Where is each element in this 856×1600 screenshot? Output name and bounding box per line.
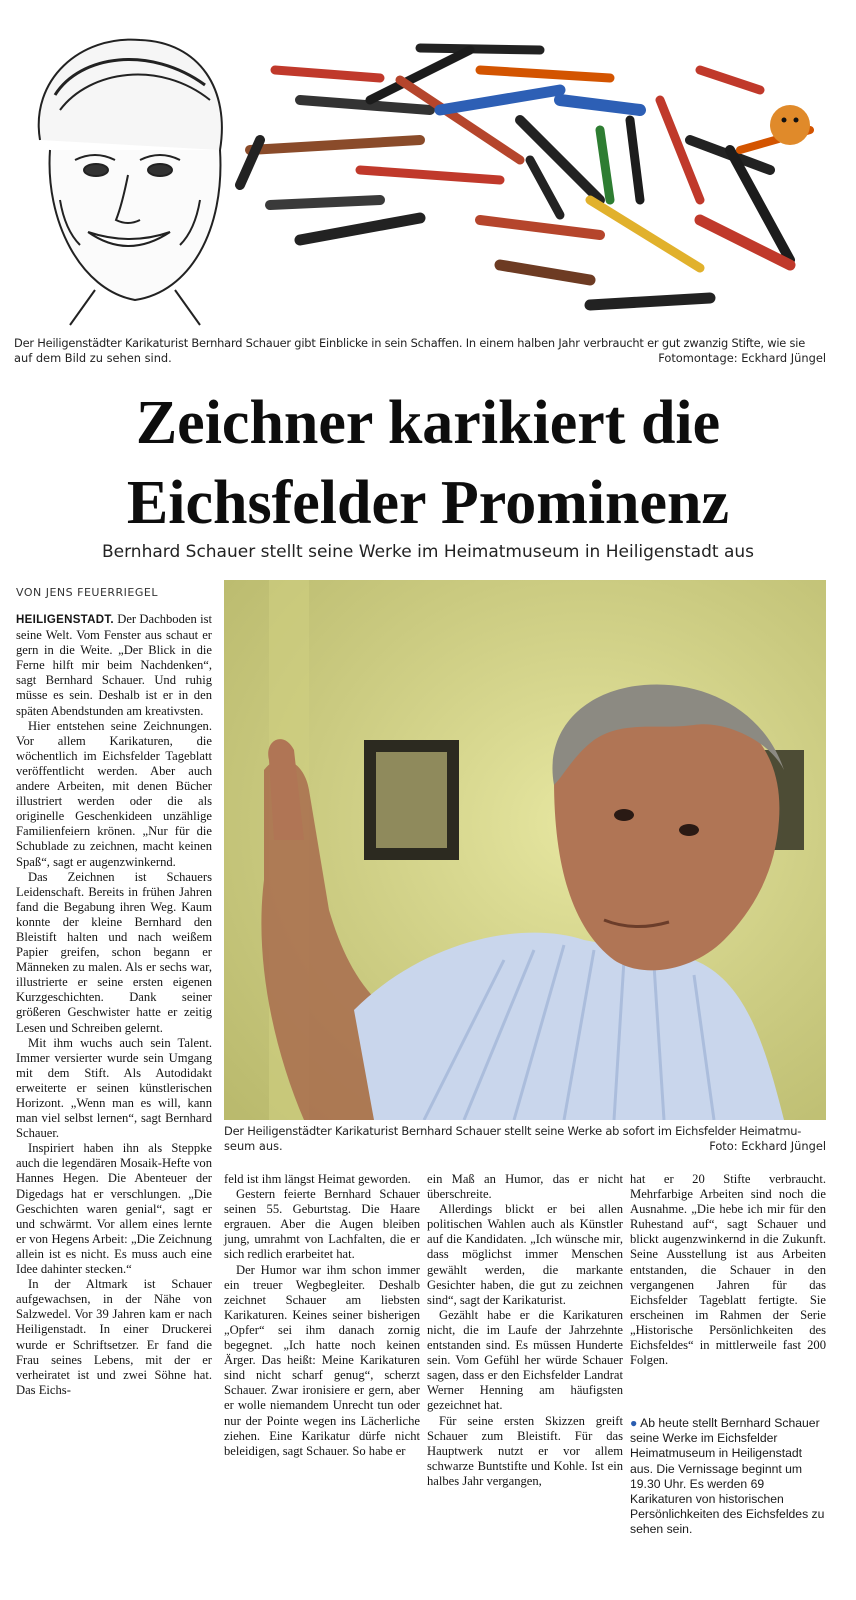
top-caption (14, 336, 826, 366)
article-column-3 (427, 1172, 623, 1489)
article-column-2 (224, 1172, 420, 1459)
caricature-drawing (39, 40, 222, 325)
article-paragraph-3: Das Zeichnen ist Schauers Leidenschaft. Bereits in frühen Jahren fand die Begabung ihren Weg. Kaum konnte der kleine Bernhard den Bleistift halten und nach weißem Papier greifen, schon begann er Männeken zu malen. Als er sechs war, illustrierte er seine ersten eigenen Kurzgeschichten. Dank seiner größeren Geschwister hatte er zeitig Lesen und Schreiben gelernt. (16, 869, 212, 1035)
subheadline: Bernhard Schauer stellt seine Werke im Heimatmuseum in Heiligenstadt aus (101, 542, 755, 562)
headline-line2: Eichsfelder Prominenz (126, 469, 730, 537)
article-paragraph-10: ein Maß an Humor, das er nicht überschreite. (427, 1172, 623, 1202)
article-paragraph-13: Für seine ersten Skizzen greift Schauer zum Bleistift. Für das Hauptwerk nutzt er vor allem schwarze Buntstifte und Kohle. Ist ein halbes Jahr vergangen, (427, 1413, 623, 1488)
info-box (630, 1416, 826, 1538)
article-paragraph-14: hat er 20 Stifte verbraucht. Mehrfarbige Arbeiten sind noch die Ausnahme. „Die hebe ich mir für den Ruhestand auf“, sagt Schauer und blickt augenzwinkernd in die Zukunft. Seine Ausstellung ist aus Arbeiten entstanden, die Schauer in den vergangenen Jahren für das Eichsfelder Tageblatt fertigte. Sie erscheinen im Rahmen der Serie „Historische Persönlichkeiten des Eichsfeldes“ in mittlerweile fast 200 Folgen. (630, 1172, 826, 1368)
article-paragraph-8: Gestern feierte Bernhard Schauer seinen 55. Geburtstag. Die Haare ergrauen. Aber die Augen bleiben jung, umrahmt von Lachfalten, die er sich redlich erarbeitet hat. (224, 1187, 420, 1262)
top-caption-line2: auf dem Bild zu sehen sind. (14, 350, 172, 365)
article-paragraph-12: Gezählt habe er die Karikaturen nicht, die im Laufe der Jahrzehnte entstanden sind. Es müssen Hunderte sein. Vom Gefühl her würde Schauer sagen, dass er den Eichsfelder Landrat Werner Henning am häufigsten gezeichnet hat. (427, 1307, 623, 1413)
photo-caption-line1: Der Heiligenstädter Karikaturist Bernhard Schauer stellt seine Werke ab sofort im Eichsfelder Heimatmu- (224, 1124, 802, 1138)
photo-caption-line2: seum aus. (224, 1138, 283, 1153)
byline: VON JENS FEUERRIEGEL (16, 586, 158, 599)
article-paragraph-4: Mit ihm wuchs auch sein Talent. Immer versierter wurde sein Umgang mit dem Stift. Als Autodidakt erweiterte er seinen künstlerischen Horizont. „Wenn man es will, kann man viel selbst lernen“, sagt Bernhard Schauer. (16, 1035, 212, 1141)
pencils-pile (240, 48, 810, 305)
headline (0, 383, 856, 543)
main-photo (224, 580, 826, 1120)
article-paragraph-7: feld ist ihm längst Heimat geworden. (224, 1172, 411, 1186)
article-paragraph-2: Hier entstehen seine Zeichnungen. Vor allem Karikaturen, die wöchentlich im Eichsfelder Tageblatt veröffentlicht werden. Aber auch andere Arbeiten, mit denen Bücher illustriert werden oder die als originelle Geschenkideen unzählige Familienfeiern krönen. „Nur für die Schublade zu zeichnen, macht keinen Spaß“, sagt er augenzwinkernd. (16, 718, 212, 869)
article-paragraph-9: Der Humor war ihm schon immer ein treuer Wegbegleiter. Deshalb zeichnet Schauer am liebsten Karikaturen. Keines seiner bisherigen „Opfer“ sei ihm danach zornig begegnet. „Ich hatte noch keinen Ärger. Das heißt: Meine Karikaturen sind nicht scharf genug“, scherzt Schauer. Zwar ironisiere er gern, aber er wolle niemandem Unrecht tun oder nur der Pointe wegen ins Lächerliche ziehen. Eine Karikatur dürfe nicht beleidigen, sagt Schauer. So habe er (224, 1262, 420, 1458)
top-illustration (0, 0, 856, 330)
article-paragraph-11: Allerdings blickt er bei allen politischen Wahlen auch als Künstler auf die Kandidaten. „Ich wünsche mir, dass möglichst immer Menschen gewählt werden, die markante Gesichter haben, die gut zu zeichnen sind“, sagt der Karikaturist. (427, 1202, 623, 1307)
bullet-icon: ● (630, 1416, 638, 1430)
info-box-text: Ab heute stellt Bernhard Schauer seine Werke im Eichsfelder Heimatmuseum in Heiligenstadt aus. Die Vernissage beginnt um 19.30 Uhr. Es werden 69 Karikaturen von historischen Persönlichkeiten des Eichsfeldes zu sehen sein. (630, 1416, 825, 1537)
article-paragraph-1: HEILIGENSTADT. Der Dachboden ist seine Welt. Vom Fenster aus schaut er gern in die Weite. „Der Blick in die Ferne hilft mir beim Nachdenken“, sagt Bernhard Schauer. Und ruhig müsse es sein. Deshalb ist er in den späten Abendstunden am kreativsten. (16, 612, 212, 718)
article-column-4 (630, 1172, 826, 1368)
article-column-1 (16, 612, 212, 1398)
dateline: HEILIGENSTADT. (16, 614, 114, 626)
article-paragraph-6: In der Altmark ist Schauer aufgewachsen, in der Nähe von Salzwedel. Vor 39 Jahren kam er nach Heiligenstadt. In einer Druckerei wurde er Schriftsetzer. Er fand die Frau seines Lebens, mit der er verheiratet ist und zwei Söhne hat. Das Eichs- (16, 1277, 212, 1397)
photo-caption-credit: Foto: Eckhard Jüngel (709, 1138, 826, 1153)
headline-line1: Zeichner karikiert die (135, 389, 721, 457)
top-caption-credit: Fotomontage: Eckhard Jüngel (658, 350, 826, 365)
top-caption-line1: Der Heiligenstädter Karikaturist Bernhard Schauer gibt Einblicke in sein Schaffen. In einem halben Jahr verbraucht er gut zwanzig Stifte, wie sie (14, 336, 806, 350)
photo-caption (224, 1124, 826, 1154)
article-paragraph-5: Inspiriert haben ihn als Steppke auch die legendären Mosaik-Hefte von Hannes Hegen. Die Abenteuer der Digedags hat er verschlungen. „Die Geschichten waren genial“, sagt er und schwärmt. Vor allem eines lernte er von Hegens Arbeit: „Die Zeichnung allein ist es nicht. Es muss auch eine Idee dahinter stecken.“ (16, 1141, 212, 1277)
